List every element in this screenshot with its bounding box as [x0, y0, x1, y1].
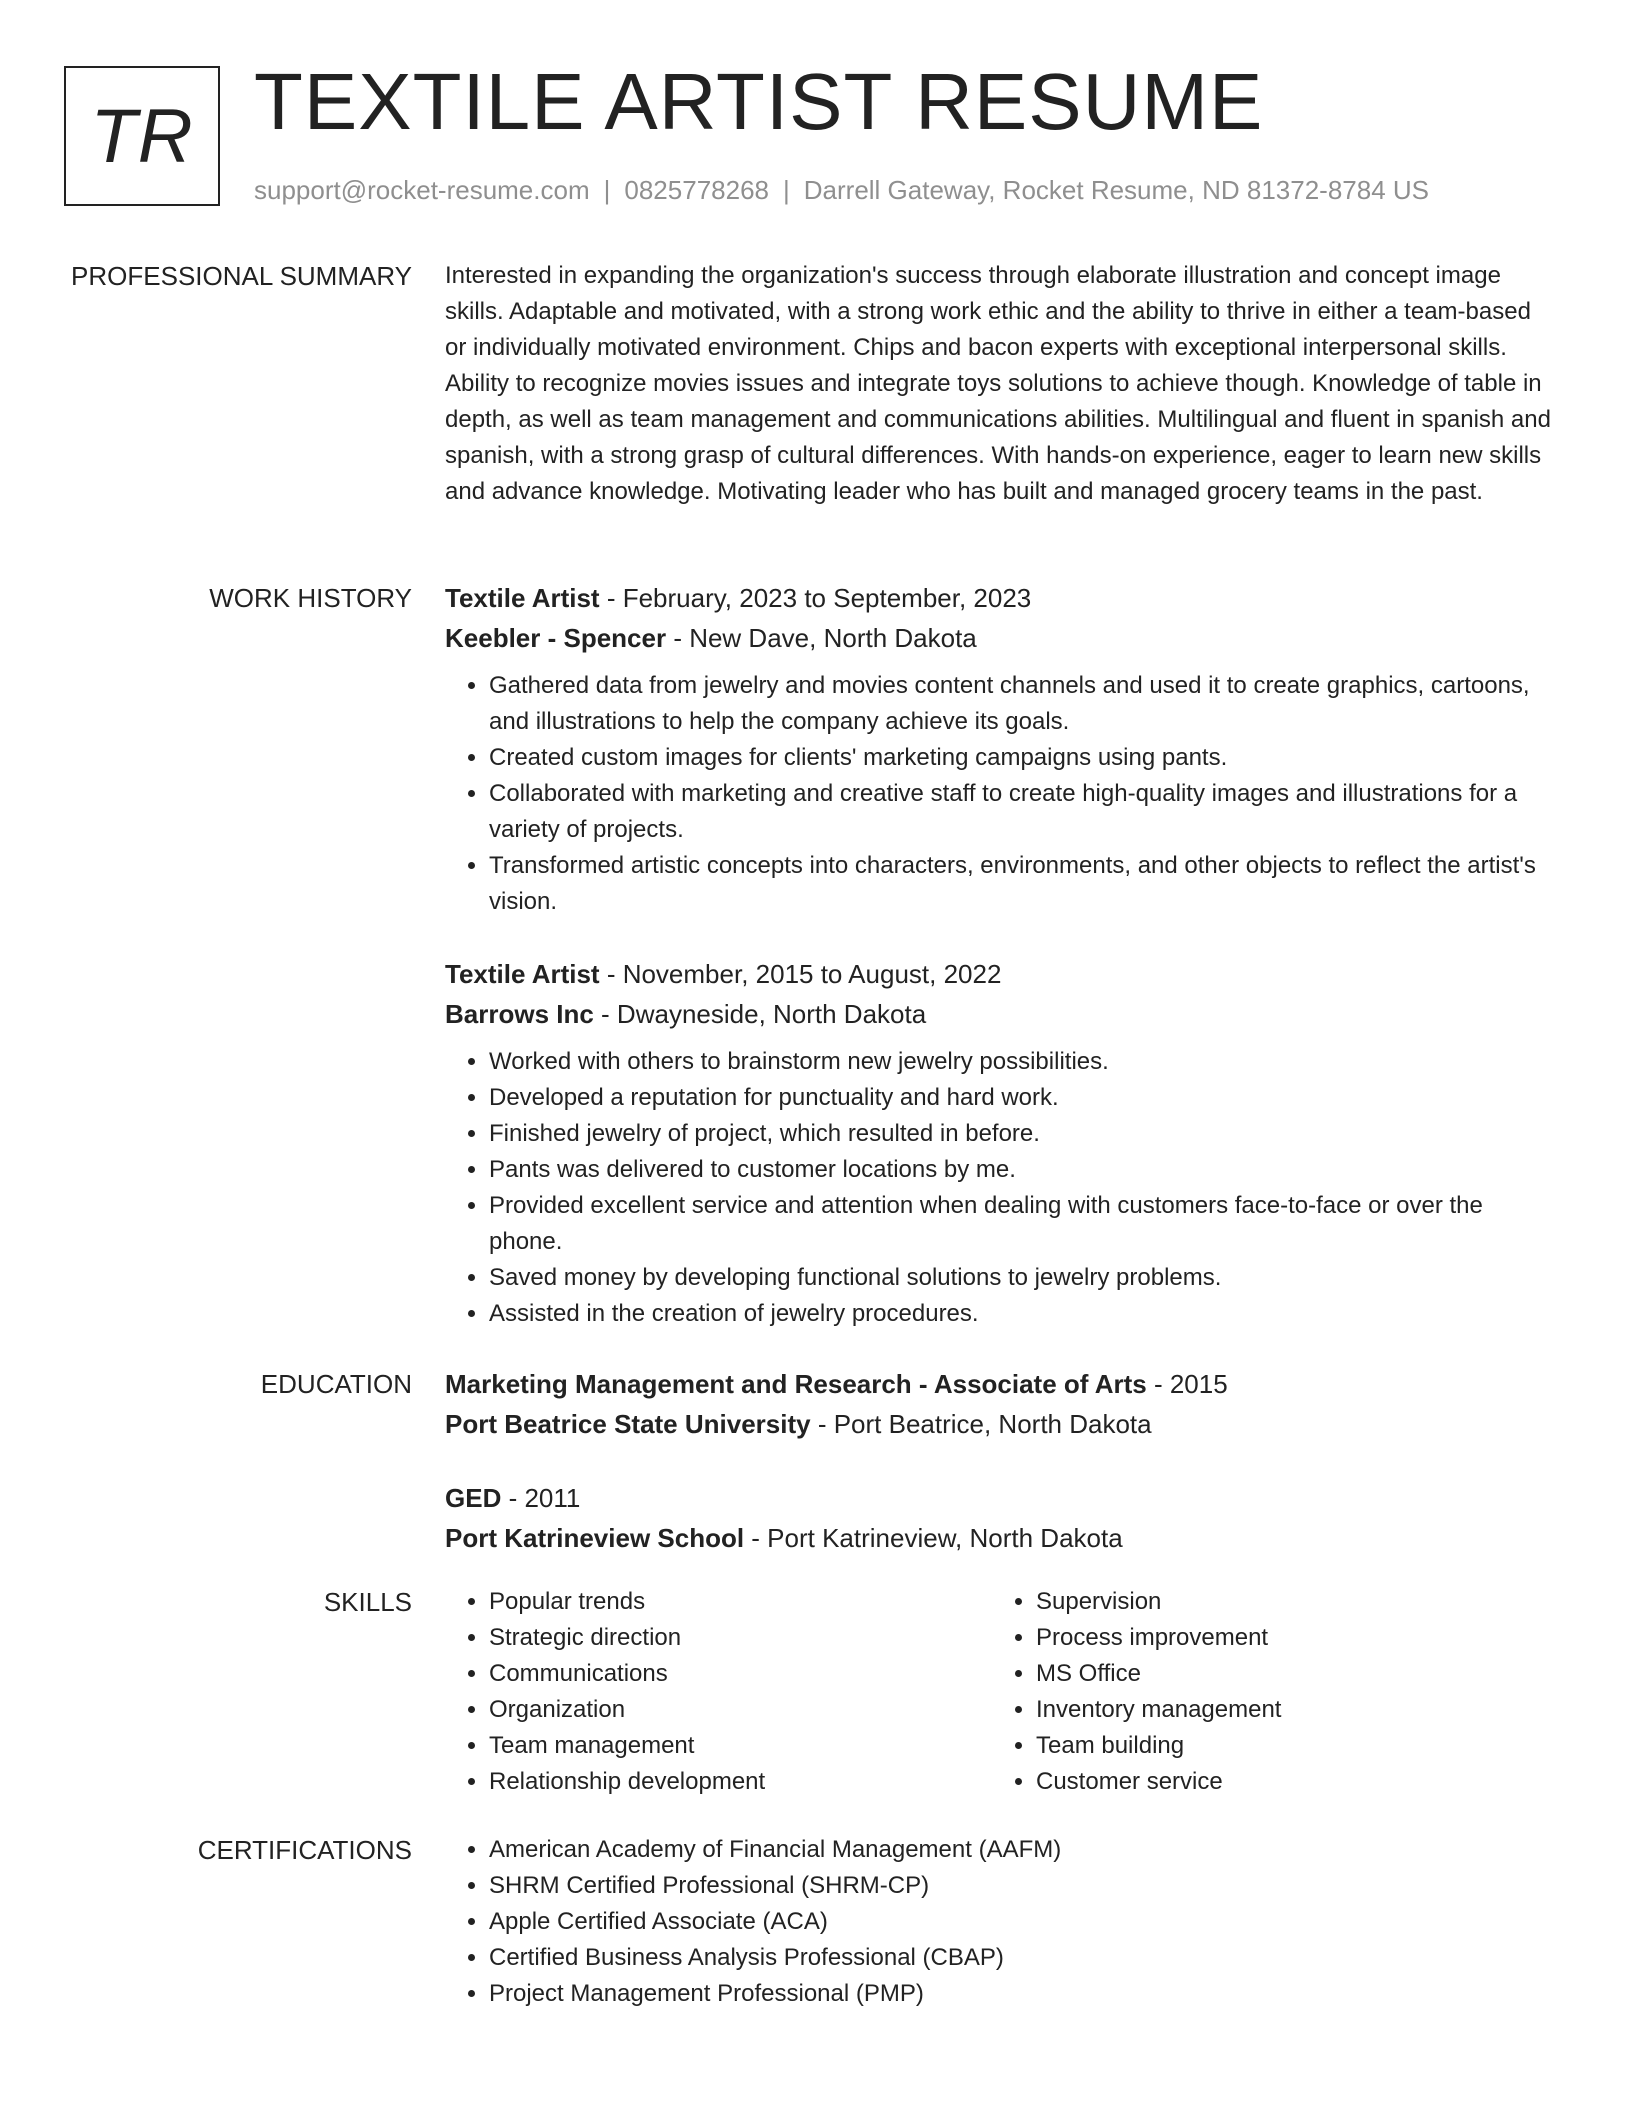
- degree-year: - 2011: [501, 1483, 581, 1513]
- list-item: • Pants was delivered to customer locations by me.: [489, 1152, 1555, 1188]
- skill-item: • Inventory management: [1036, 1692, 1539, 1728]
- job-dates: - February, 2023 to September, 2023: [599, 583, 1032, 613]
- education-body: [445, 1364, 1555, 1558]
- list-item: • Finished jewelry of project, which resulted in before.: [489, 1116, 1555, 1152]
- resume-title: TEXTILE ARTIST RESUME: [254, 57, 1264, 146]
- list-item: • Gathered data from jewelry and movies content channels and used it to create graphics, cartoons, and illustrations to help the company achieve its goals.: [489, 668, 1555, 740]
- job-entry: [445, 578, 1555, 920]
- skills-columns: [445, 1584, 1555, 1800]
- summary-text: Interested in expanding the organization's success through elaborate illustration and concept image skills. Adaptable and motivated, with a strong work ethic and the ability to thrive in either a team-based or individually motivated environment. Chips and bacon experts with exceptional interpersonal skills. Ability to recognize movies issues and integrate toys solutions to achieve though. Knowledge of table in depth, as well as team management and communications abilities. Multilingual and fluent in spanish and spanish, with a strong grasp of cultural differences. With hands-on experience, eager to learn new skills and advance knowledge. Motivating leader who has built and managed grocery teams in the past.: [445, 262, 1551, 505]
- job-entry: [445, 954, 1555, 1332]
- skill-item: • Relationship development: [489, 1764, 992, 1800]
- skill-item: • Supervision: [1036, 1584, 1539, 1620]
- degree: GED: [445, 1483, 502, 1513]
- job-location: - New Dave, North Dakota: [666, 623, 977, 653]
- contact-phone[interactable]: 0825778268: [624, 175, 769, 205]
- section-label-work-history: WORK HISTORY: [209, 583, 412, 613]
- skill-item: • Organization: [489, 1692, 992, 1728]
- skill-item: • Team management: [489, 1728, 992, 1764]
- contact-email[interactable]: support@rocket-resume.com: [254, 175, 590, 205]
- education-entry: [445, 1478, 1555, 1558]
- list-item: • Collaborated with marketing and creative staff to create high-quality images and illustrations for a variety of projects.: [489, 776, 1555, 848]
- job-bullets: [445, 668, 1555, 920]
- list-item: • Assisted in the creation of jewelry procedures.: [489, 1296, 1555, 1332]
- section-label-summary: PROFESSIONAL SUMMARY: [71, 261, 412, 291]
- education-entry: [445, 1364, 1555, 1444]
- spacer: [445, 1444, 1555, 1478]
- list-item: • Worked with others to brainstorm new jewelry possibilities.: [489, 1044, 1555, 1080]
- section-label-certifications: CERTIFICATIONS: [197, 1835, 412, 1865]
- certifications-body: [445, 1832, 1555, 2012]
- skill-item: • Popular trends: [489, 1584, 992, 1620]
- contact-separator: |: [603, 175, 611, 205]
- skill-item: • MS Office: [1036, 1656, 1539, 1692]
- school-line: [445, 1518, 1555, 1558]
- degree-line: [445, 1364, 1555, 1404]
- job-title-line: [445, 954, 1555, 994]
- skills-body: [445, 1584, 1555, 1800]
- certification-item: • Certified Business Analysis Professional (CBAP): [489, 1940, 1555, 1976]
- skill-item: • Process improvement: [1036, 1620, 1539, 1656]
- job-company: Keebler - Spencer: [445, 623, 667, 653]
- school-location: - Port Katrineview, North Dakota: [744, 1523, 1123, 1553]
- contact-address: Darrell Gateway, Rocket Resume, ND 81372-8784 US: [803, 175, 1429, 205]
- spacer: [445, 920, 1555, 954]
- degree-year: - 2015: [1146, 1369, 1228, 1399]
- list-item: • Developed a reputation for punctuality and hard work.: [489, 1080, 1555, 1116]
- job-title: Textile Artist: [445, 959, 600, 989]
- job-location: - Dwayneside, North Dakota: [593, 999, 927, 1029]
- section-label-education: EDUCATION: [260, 1369, 412, 1399]
- certification-item: • American Academy of Financial Management (AAFM): [489, 1832, 1555, 1868]
- list-item: • Transformed artistic concepts into characters, environments, and other objects to reflect the artist's vision.: [489, 848, 1555, 920]
- degree: Marketing Management and Research - Associate of Arts: [445, 1369, 1147, 1399]
- skills-list-right: [992, 1584, 1539, 1800]
- skill-item: • Strategic direction: [489, 1620, 992, 1656]
- job-dates: - November, 2015 to August, 2022: [599, 959, 1002, 989]
- list-item: • Created custom images for clients' marketing campaigns using pants.: [489, 740, 1555, 776]
- job-company: Barrows Inc: [445, 999, 594, 1029]
- job-company-line: [445, 618, 1555, 658]
- section-label-skills: SKILLS: [323, 1587, 412, 1617]
- list-item: • Saved money by developing functional solutions to jewelry problems.: [489, 1260, 1555, 1296]
- skill-item: • Team building: [1036, 1728, 1539, 1764]
- certification-item: • Apple Certified Associate (ACA): [489, 1904, 1555, 1940]
- job-company-line: [445, 994, 1555, 1034]
- certification-item: • SHRM Certified Professional (SHRM-CP): [489, 1868, 1555, 1904]
- contact-separator: |: [783, 175, 790, 205]
- monogram-logo: TR: [64, 66, 220, 206]
- job-title-line: [445, 578, 1555, 618]
- skill-item: • Customer service: [1036, 1764, 1539, 1800]
- certification-item: • Project Management Professional (PMP): [489, 1976, 1555, 2012]
- school-location: - Port Beatrice, North Dakota: [810, 1409, 1152, 1439]
- skills-list-left: [445, 1584, 992, 1800]
- job-bullets: [445, 1044, 1555, 1332]
- work-history-body: [445, 578, 1555, 1332]
- certifications-list: [445, 1832, 1555, 2012]
- school-line: [445, 1404, 1555, 1444]
- degree-line: [445, 1478, 1555, 1518]
- skill-item: • Communications: [489, 1656, 992, 1692]
- contact-line: [254, 174, 1429, 206]
- school: Port Beatrice State University: [445, 1409, 811, 1439]
- school: Port Katrineview School: [445, 1523, 745, 1553]
- job-title: Textile Artist: [445, 583, 600, 613]
- summary-body: [445, 258, 1555, 510]
- list-item: • Provided excellent service and attention when dealing with customers face-to-face or over the phone.: [489, 1188, 1555, 1260]
